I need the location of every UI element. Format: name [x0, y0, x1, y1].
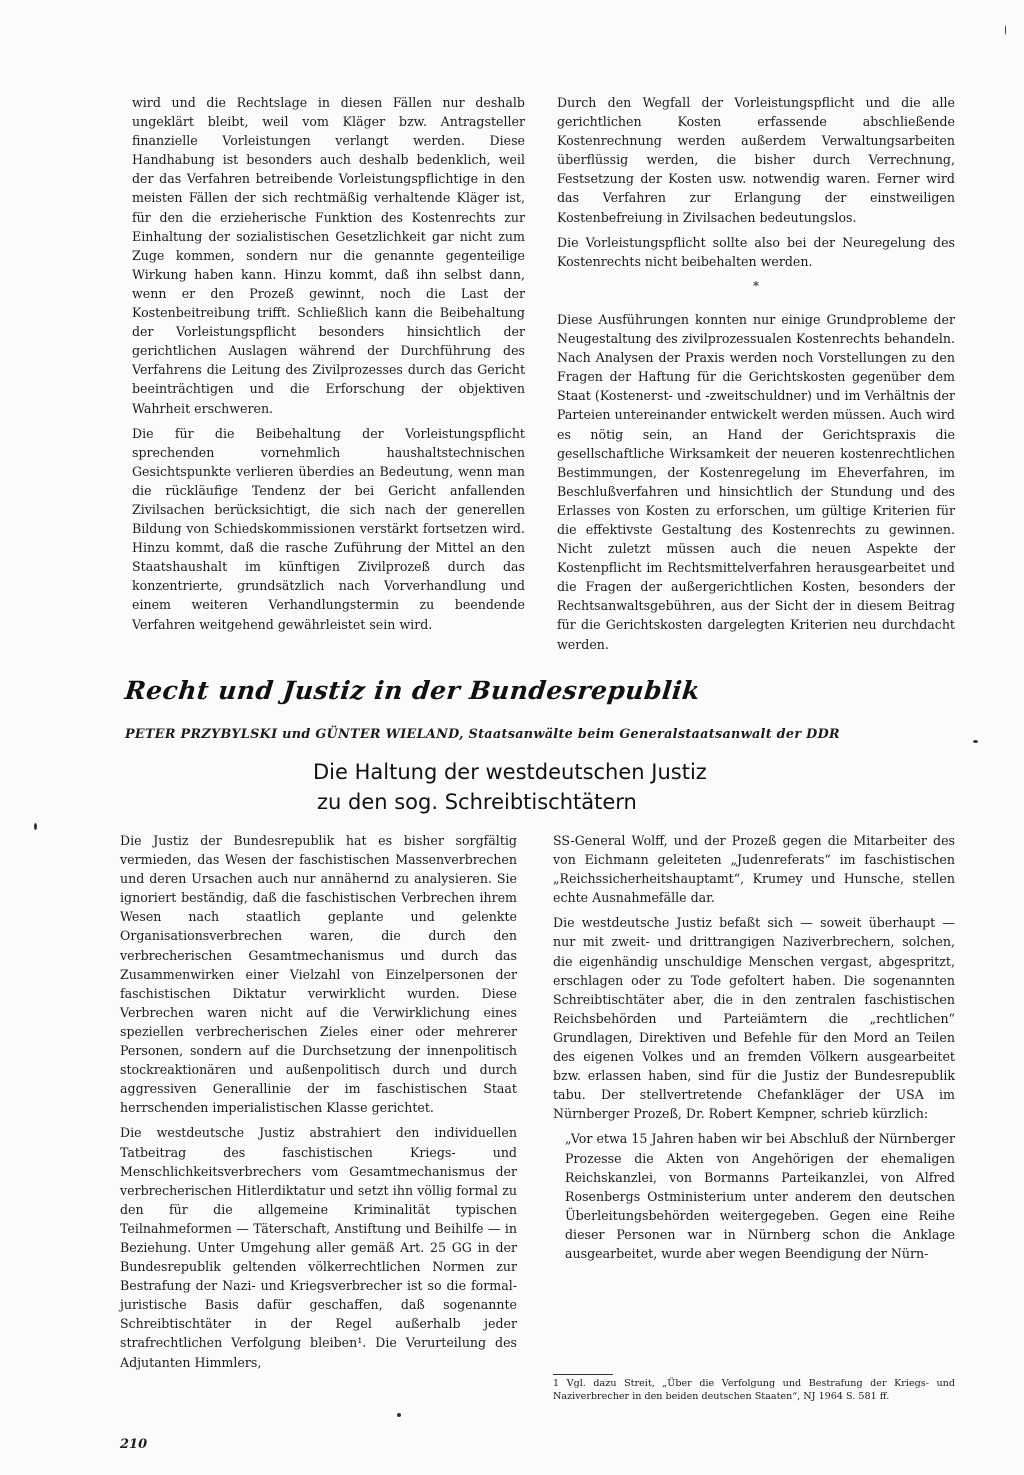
section-heading: Recht und Justiz in der Bundesrepublik: [123, 676, 702, 705]
paragraph: Die Justiz der Bundesrepublik hat es bisher sorgfältig vermieden, das Wesen der faschistischen Massenverbrechen und deren Ursachen auch nur annähernd zu analysieren. Sie ignoriert beständig, daß die faschistischen Verbrechen ihrem Wesen nach staatlich geplante und gelenkte Organisationsverbrechen waren, die durch den verbrecherischen Gesamtmechanismus und durch das Zusammenwirken einer Vielzahl von Einzelpersonen der faschistischen Diktatur verwirklicht wurden. Diese Verbrechen waren nicht auf die Verwirklichung eines speziellen verbrecherischen Zieles einer oder mehrerer Personen, sondern auf die Durchsetzung der innenpolitisch stockreaktionären und außenpolitisch durch und durch aggressiven Generallinie der im faschistischen Staat herrschenden imperialistischen Klasse gerichtet.: [120, 833, 517, 1116]
scan-speck: [1005, 25, 1006, 35]
article-title-line: zu den sog. Schreibtischtätern: [317, 790, 637, 814]
footnote-rule: [553, 1374, 613, 1375]
paragraph: SS-General Wolff, und der Prozeß gegen die Mitarbeiter des von Eichmann geleiteten „Judenreferats“ im faschistischen „Reichssicherheitshauptamt“, Krumey und Hunsche, stellen echte Ausnahmefälle dar.: [553, 833, 955, 906]
paragraph: Die Vorleistungspflicht sollte also bei der Neuregelung des Kostenrechts nicht beibehalten werden.: [557, 234, 955, 269]
footnote: 1 Vgl. dazu Streit, „Über die Verfolgung und Bestrafung der Kriegs- und Naziverbrecher in den beiden deutschen Staaten“, NJ 1964 S. 581 ff.: [553, 1378, 955, 1402]
scan-speck: [34, 823, 37, 830]
byline: PETER PRZYBYLSKI und GÜNTER WIELAND, Staatsanwälte beim Generalstaatsanwalt der DDR: [125, 727, 840, 742]
bottom-right-column: [553, 831, 955, 1263]
paragraph: Diese Ausführungen konnten nur einige Grundprobleme der Neugestaltung des zivilprozessualen Kostenrechts behandeln. Nach Analysen der Praxis werden noch Vorstellungen zu den Fragen der Haftung für die Gerichtskosten gegenüber dem Staat (Kostenerst- und -zweitschuldner) und im Verhältnis der Parteien untereinander entwickelt werden müssen. Auch wird es nötig sein, an Hand der Gerichtspraxis die gesellschaftliche Wirksamkeit der neueren kostenrechtlichen Bestimmungen, der Kostenregelung im Eheverfahren, im Beschlußverfahren und hinsichtlich der Stundung und des Erlasses von Kosten zu erforschen, um gültige Kriterien für die effektivste Gestaltung des Kostenrechts zu gewinnen. Nicht zuletzt müssen auch die neuen Aspekte der Kostenpflicht im Rechtsmittelverfahren herausgearbeitet und die Fragen der außergerichtlichen Kosten, besonders der Rechtsanwaltsgebühren, aus der Sicht der in diesem Beitrag für die Gerichtskosten dargelegten Kriterien neu durchdacht werden.: [557, 311, 955, 652]
paragraph: Durch den Wegfall der Vorleistungspflicht und die alle gerichtlichen Kosten erfassende abschließende Kostenrechnung werden außerdem Verwaltungsarbeiten überflüssig werden, die bisher durch Verrechnung, Festsetzung der Kosten usw. notwendig waren. Ferner wird das Verfahren zur Erlangung der einstweiligen Kostenbefreiung in Zivilsachen bedeutungslos.: [557, 95, 955, 225]
paragraph: Die für die Beibehaltung der Vorleistungspflicht sprechenden vornehmlich haushaltstechnischen Gesichtspunkte verlieren überdies an Bedeutung, wenn man die rückläufige Tendenz der bei Gericht anfallenden Zivilsachen berücksichtigt, die sich nach der generellen Bildung von Schiedskommissionen verstärkt fortsetzen wird. Hinzu kommt, daß die rasche Zuführung der Mittel an den Staatshaushalt im künftigen Zivilprozeß durch das konzentrierte, grundsätzlich nach Vorverhandlung und einem weiteren Verhandlungstermin zu beendende Verfahren weitgehend gewährleistet sein wird.: [132, 425, 525, 632]
article-title: [313, 757, 873, 817]
article-title-line: Die Haltung der westdeutschen Justiz: [313, 760, 707, 784]
paragraph: Die westdeutsche Justiz befaßt sich — soweit überhaupt — nur mit zweit- und drittrangigen Naziverbrechern, solchen, die eigenhändig unschuldige Menschen vergast, abgespritzt, erschlagen oder zu Tode gefoltert haben. Die sogenannten Schreibtischtäter aber, die in den zentralen faschistischen Reichsbehörden und Parteiämtern die „rechtlichen“ Grundlagen, Direktiven und Befehle für den Mord an Teilen des eigenen Volkes und an fremden Völkern ausgearbeitet bzw. erlassen haben, sind für die Justiz der Bundesrepublik tabu. Der stellvertretende Chefankläger der USA im Nürnberger Prozeß, Dr. Robert Kempner, schrieb kürzlich:: [553, 915, 955, 1122]
block-quote: „Vor etwa 15 Jahren haben wir bei Abschluß der Nürnberger Prozesse die Akten von Angehörigen der ehemaligen Reichskanzlei, von Bormanns Parteikanzlei, von Alfred Rosenbergs Ostministerium unter anderem den deutschen Überleitungsbehörden weitergegeben. Gegen eine Reihe dieser Personen war in Nürnberg schon die Anklage ausgearbeitet, wurde aber wegen Beendigung der Nürn-: [565, 1131, 955, 1261]
scan-speck: [973, 740, 978, 743]
bottom-left-column: [120, 831, 517, 1378]
page-number: 210: [120, 1437, 148, 1452]
paragraph: Die westdeutsche Justiz abstrahiert den individuellen Tatbeitrag des faschistischen Kriegs- und Menschlichkeitsverbrechers vom Gesamtmechanismus der verbrecherischen Hitlerdiktatur und setzt ihn völlig formal zu den für die allgemeine Kriminalität typischen Teilnahmeformen — Täterschaft, Anstiftung und Beihilfe — in Beziehung. Unter Umgehung aller gemäß Art. 25 GG in der Bundesrepublik geltenden völkerrechtlichen Normen zur Bestrafung der Nazi- und Kriegsverbrecher ist so die formal-juristische Basis dafür geschaffen, daß sogenannte Schreibtischtäter in der Regel außerhalb jeder strafrechtlichen Verfolgung bleiben¹. Die Verurteilung des Adjutanten Himmlers,: [120, 1125, 517, 1370]
paragraph: wird und die Rechtslage in diesen Fällen nur deshalb ungeklärt bleibt, weil vom Kläger bzw. Antragsteller finanzielle Vorleistungen verlangt werden. Diese Handhabung ist besonders auch deshalb bedenklich, weil der das Verfahren betreibende Vorleistungspflichtige in den meisten Fällen der sich rechtmäßig verhaltende Kläger ist, für den die erzieherische Funktion des Kostenrechts zur Einhaltung der sozialistischen Gesetzlichkeit gar nicht zum Zuge kommen, sondern nur die genannte gegenteilige Wirkung haben kann. Hinzu kommt, daß ihn selbst dann, wenn er den Prozeß gewinnt, noch die Last der Kostenbeitreibung trifft. Schließlich kann die Beibehaltung der Vorleistungspflicht besonders hinsichtlich der gerichtlichen Auslagen während der Durchführung des Verfahrens die Leitung des Zivilprozesses durch das Gericht beeinträchtigen und die Erforschung der objektiven Wahrheit erschweren.: [132, 95, 525, 416]
scan-speck: [397, 1413, 401, 1417]
top-right-column: [557, 93, 955, 660]
section-separator: *: [753, 278, 759, 293]
top-left-column: [132, 93, 525, 640]
